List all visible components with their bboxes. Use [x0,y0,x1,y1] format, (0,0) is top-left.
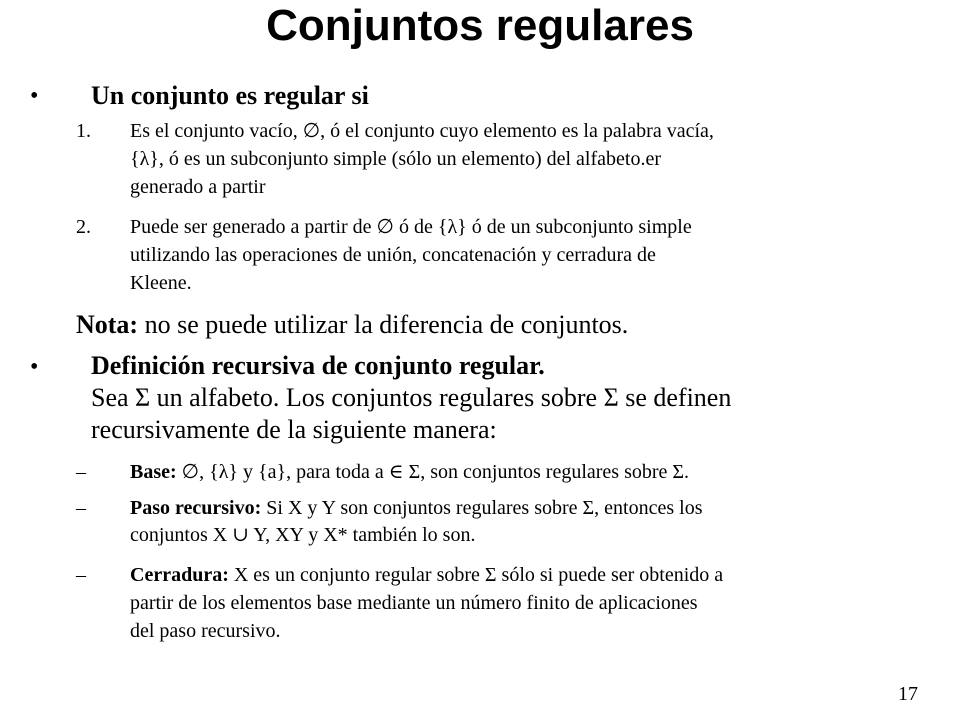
cerradura-label: Cerradura: [130,564,229,586]
item2-line1: Puede ser generado a partir de ∅ ó de {λ} ó de un subconjunto simple [130,216,692,238]
cerradura-line1: X es un conjunto regular sobre Σ sólo si puede ser obtenido a [228,564,724,586]
base-text: ∅, {λ} y {a}, para toda a ∈ Σ, son conjuntos regulares sobre Σ. [176,461,690,483]
paso-item [130,495,702,521]
slide-title: Conjuntos regulares [266,1,694,50]
item1-line2: {λ}, ó es un subconjunto simple (sólo un elemento) del alfabeto.er [130,148,661,170]
base-item [130,459,689,485]
bullet-marker: • [30,354,39,380]
note [76,309,628,340]
cerradura-line2: partir de los elementos base mediante un número finito de aplicaciones [130,592,698,614]
section1-heading: Un conjunto es regular si [91,81,369,110]
page-number: 17 [898,683,918,705]
cerradura-line3: del paso recursivo. [130,620,281,642]
item1-line1: Es el conjunto vacío, ∅, ó el conjunto cuyo elemento es la palabra vacía, [130,120,714,142]
item2-line3: Kleene. [130,272,192,294]
note-label: Nota: [76,310,139,339]
section2-intro-line1: Sea Σ un alfabeto. Los conjuntos regulares sobre Σ se definen [91,383,732,412]
section2-intro-line2: recursivamente de la siguiente manera: [91,415,497,444]
paso-line2: conjuntos X ∪ Y, XY y X* también lo son. [130,524,476,546]
paso-line1: Si X y Y son conjuntos regulares sobre Σ, entonces los [261,497,703,519]
item2-number: 2. [76,216,91,238]
dash-marker: – [76,461,86,483]
base-label: Base: [130,461,177,483]
bullet-marker: • [30,83,39,109]
cerradura-item [130,562,723,588]
note-text: no se puede utilizar la diferencia de conjuntos. [138,310,629,339]
dash-marker: – [76,497,86,519]
item1-line3: generado a partir [130,176,266,198]
item1-number: 1. [76,120,91,142]
section2-heading: Definición recursiva de conjunto regular. [91,351,545,380]
item2-line2: utilizando las operaciones de unión, concatenación y cerradura de [130,244,656,266]
paso-label: Paso recursivo: [130,497,262,519]
dash-marker: – [76,564,86,586]
